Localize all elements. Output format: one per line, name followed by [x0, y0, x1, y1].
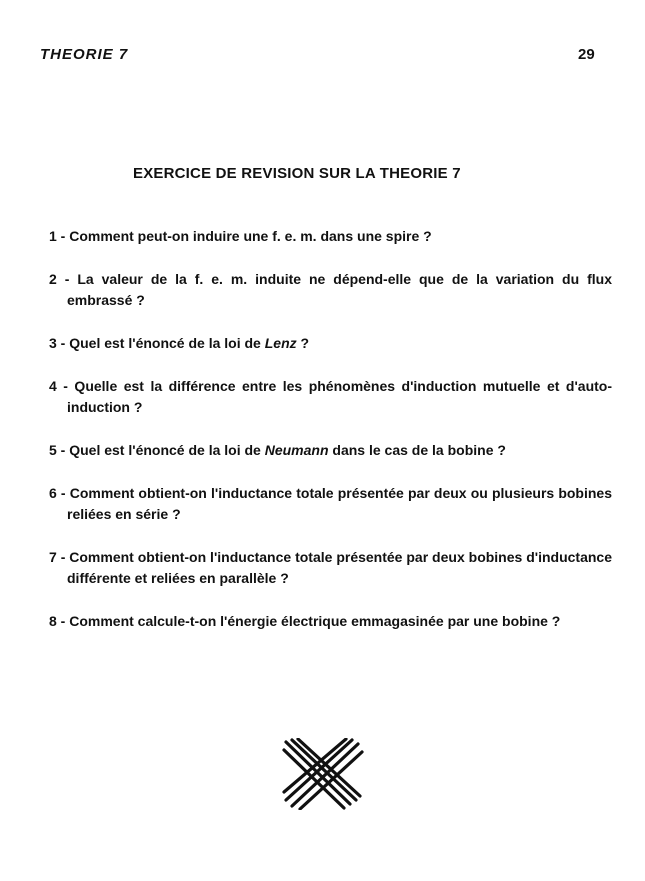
question-item: [49, 226, 612, 247]
question-item: [49, 483, 612, 525]
question-italic-term: Neumann: [264, 442, 329, 458]
question-text: 5 - Quel est l'énoncé de la loi de: [49, 442, 265, 458]
question-text-end: dans le cas de la bobine ?: [328, 442, 506, 458]
question-text: 7 - Comment obtient-on l'inductance totale présentée par deux bobines d'inductance différente et reliées en parallèle ?: [49, 549, 612, 586]
question-list: [49, 226, 612, 654]
question-text: 1 - Comment peut-on induire une f. e. m. dans une spire ?: [49, 228, 432, 244]
question-text: 8 - Comment calcule-t-on l'énergie électrique emmagasinée par une bobine ?: [49, 613, 561, 629]
question-item: [49, 440, 612, 461]
question-item: [49, 333, 612, 354]
question-item: [49, 611, 612, 632]
question-text-end: ?: [296, 335, 310, 351]
question-text: 2 - La valeur de la f. e. m. induite ne dépend-elle que de la variation du flux embrassé ?: [49, 271, 612, 308]
hatch-ornament-icon: [282, 738, 364, 810]
question-item: [49, 547, 612, 589]
question-italic-term: Lenz: [264, 335, 297, 351]
question-text: 6 - Comment obtient-on l'inductance totale présentée par deux ou plusieurs bobines reliées en série ?: [49, 485, 612, 522]
exercise-title: EXERCICE DE REVISION SUR LA THEORIE 7: [133, 165, 461, 182]
question-text: 3 - Quel est l'énoncé de la loi de: [49, 335, 265, 351]
question-text: 4 - Quelle est la différence entre les phénomènes d'induction mutuelle et d'auto-induction ?: [49, 378, 612, 415]
page-number: 29: [578, 46, 595, 63]
question-item: [49, 376, 612, 418]
question-item: [49, 269, 612, 311]
running-header: THEORIE 7: [40, 46, 129, 63]
